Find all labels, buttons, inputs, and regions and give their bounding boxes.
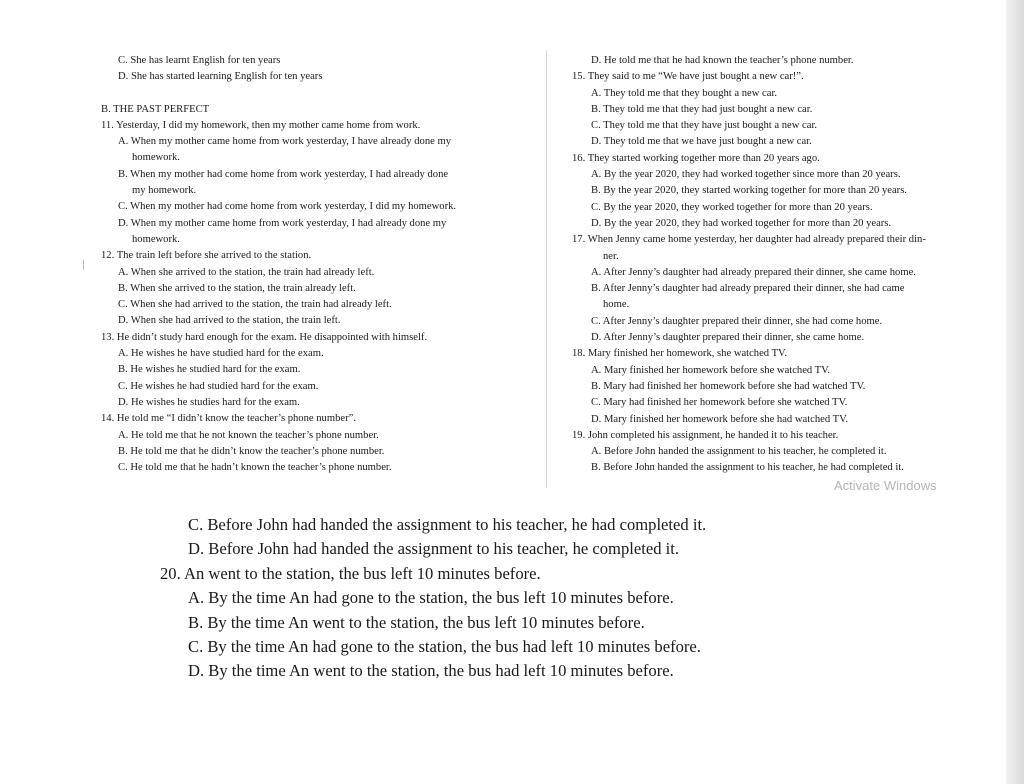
text-line: C. Before John had handed the assignment to his teacher, he had completed it. <box>188 515 707 534</box>
text-line: C. They told me that they have just bought a new car. <box>591 120 818 132</box>
text-line: A. Mary finished her homework before she watched TV. <box>591 364 831 376</box>
text-line: A. He wishes he have studied hard for the exam. <box>118 348 324 360</box>
text-line: homework. <box>132 152 180 164</box>
text-line: A. When my mother came home from work yesterday, I have already done my <box>118 136 451 148</box>
text-line: 12. The train left before she arrived to the station. <box>101 250 312 262</box>
text-line: C. By the time An had gone to the station, the bus had left 10 minutes before. <box>188 637 701 657</box>
text-line: C. He wishes he had studied hard for the exam. <box>118 380 319 392</box>
text-line: C. When my mother had come home from work yesterday, I did my homework. <box>118 201 457 213</box>
text-line: home. <box>603 299 630 311</box>
text-line: 15. They said to me “We have just bought a new car!”. <box>572 71 804 83</box>
text-line: D. After Jenny’s daughter prepared their dinner, she came home. <box>591 332 865 344</box>
text-line: D. Before John had handed the assignment to his teacher, he completed it. <box>188 539 680 559</box>
text-line: B. When she arrived to the station, the train already left. <box>118 282 356 294</box>
text-line: 17. When Jenny came home yesterday, her daughter had already prepared their din- <box>572 234 926 246</box>
activation-watermark: Activate Windows <box>834 478 937 493</box>
text-line: B. They told me that they had just bought a new car. <box>591 103 813 115</box>
left-column <box>101 53 541 476</box>
text-line: 20. An went to the station, the bus left 10 minutes before. <box>160 563 541 583</box>
text-line: homework. <box>132 233 180 245</box>
text-line: D. They told me that we have just bought a new car. <box>591 136 812 148</box>
text-line: B. After Jenny’s daughter had already prepared their dinner, she had came <box>591 283 905 295</box>
text-line: A. By the year 2020, they had worked together since more than 20 years. <box>591 169 901 181</box>
text-line: C. Mary had finished her homework before she watched TV. <box>591 397 848 409</box>
text-line: 11. Yesterday, I did my homework, then my mother came home from work. <box>101 119 421 131</box>
text-line: A. After Jenny’s daughter had already prepared their dinner, she came home. <box>591 266 916 278</box>
text-line: 16. They started working together more than 20 years ago. <box>572 152 820 164</box>
text-line: B. He wishes he studied hard for the exam. <box>118 364 301 376</box>
text-line: D. He wishes he studies hard for the exam. <box>118 396 300 408</box>
page-edge-shadow <box>1006 0 1024 784</box>
right-column <box>572 53 1002 477</box>
bottom-document-page <box>160 513 706 684</box>
text-line: B. By the year 2020, they started working together for more than 20 years. <box>591 185 907 197</box>
text-line: C. When she had arrived to the station, the train had already left. <box>118 299 392 311</box>
text-line: C. After Jenny’s daughter prepared their dinner, she had come home. <box>591 315 883 327</box>
section-heading: B. THE PAST PERFECT <box>101 103 210 115</box>
text-line: 14. He told me “I didn’t know the teacher’s phone number”. <box>101 413 356 425</box>
text-line: B. Mary had finished her homework before she had watched TV. <box>591 380 866 392</box>
text-line: ner. <box>603 250 619 262</box>
text-line: B. When my mother had come home from work yesterday, I had already done <box>118 168 449 180</box>
margin-marker <box>83 260 84 270</box>
text-line: A. When she arrived to the station, the train had already left. <box>118 266 375 278</box>
text-line: D. He told me that he had known the teacher’s phone number. <box>591 55 854 66</box>
column-divider <box>546 50 547 488</box>
text-line: D. When she had arrived to the station, the train left. <box>118 315 341 327</box>
text-line: 18. Mary finished her homework, she watched TV. <box>572 348 787 360</box>
text-line: A. Before John handed the assignment to his teacher, he completed it. <box>591 446 887 458</box>
text-line: A. By the time An had gone to the station, the bus left 10 minutes before. <box>188 588 674 608</box>
text-line: D. When my mother came home from work yesterday, I had already done my <box>118 217 447 229</box>
text-line: 13. He didn’t study hard enough for the exam. He disappointed with himself. <box>101 331 428 343</box>
text-line: D. Mary finished her homework before she had watched TV. <box>591 413 849 425</box>
text-line: B. He told me that he didn’t know the teacher’s phone number. <box>118 445 385 457</box>
text-line: C. She has learnt English for ten years <box>118 55 281 66</box>
text-line: my homework. <box>132 185 197 197</box>
text-line: D. She has started learning English for ten years <box>118 71 323 83</box>
text-line: D. By the year 2020, they had worked together for more than 20 years. <box>591 217 892 229</box>
text-line: C. By the year 2020, they worked together for more than 20 years. <box>591 201 873 213</box>
text-line: A. He told me that he not known the teacher’s phone number. <box>118 429 379 441</box>
text-line: A. They told me that they bought a new car. <box>591 87 778 99</box>
text-line: B. By the time An went to the station, the bus left 10 minutes before. <box>188 612 645 632</box>
text-line: B. Before John handed the assignment to his teacher, he had completed it. <box>591 462 904 474</box>
text-line: 19. John completed his assignment, he handed it to his teacher. <box>572 429 839 441</box>
text-line: C. He told me that he hadn’t known the teacher’s phone number. <box>118 462 392 474</box>
text-line: D. By the time An went to the station, the bus had left 10 minutes before. <box>188 661 674 681</box>
